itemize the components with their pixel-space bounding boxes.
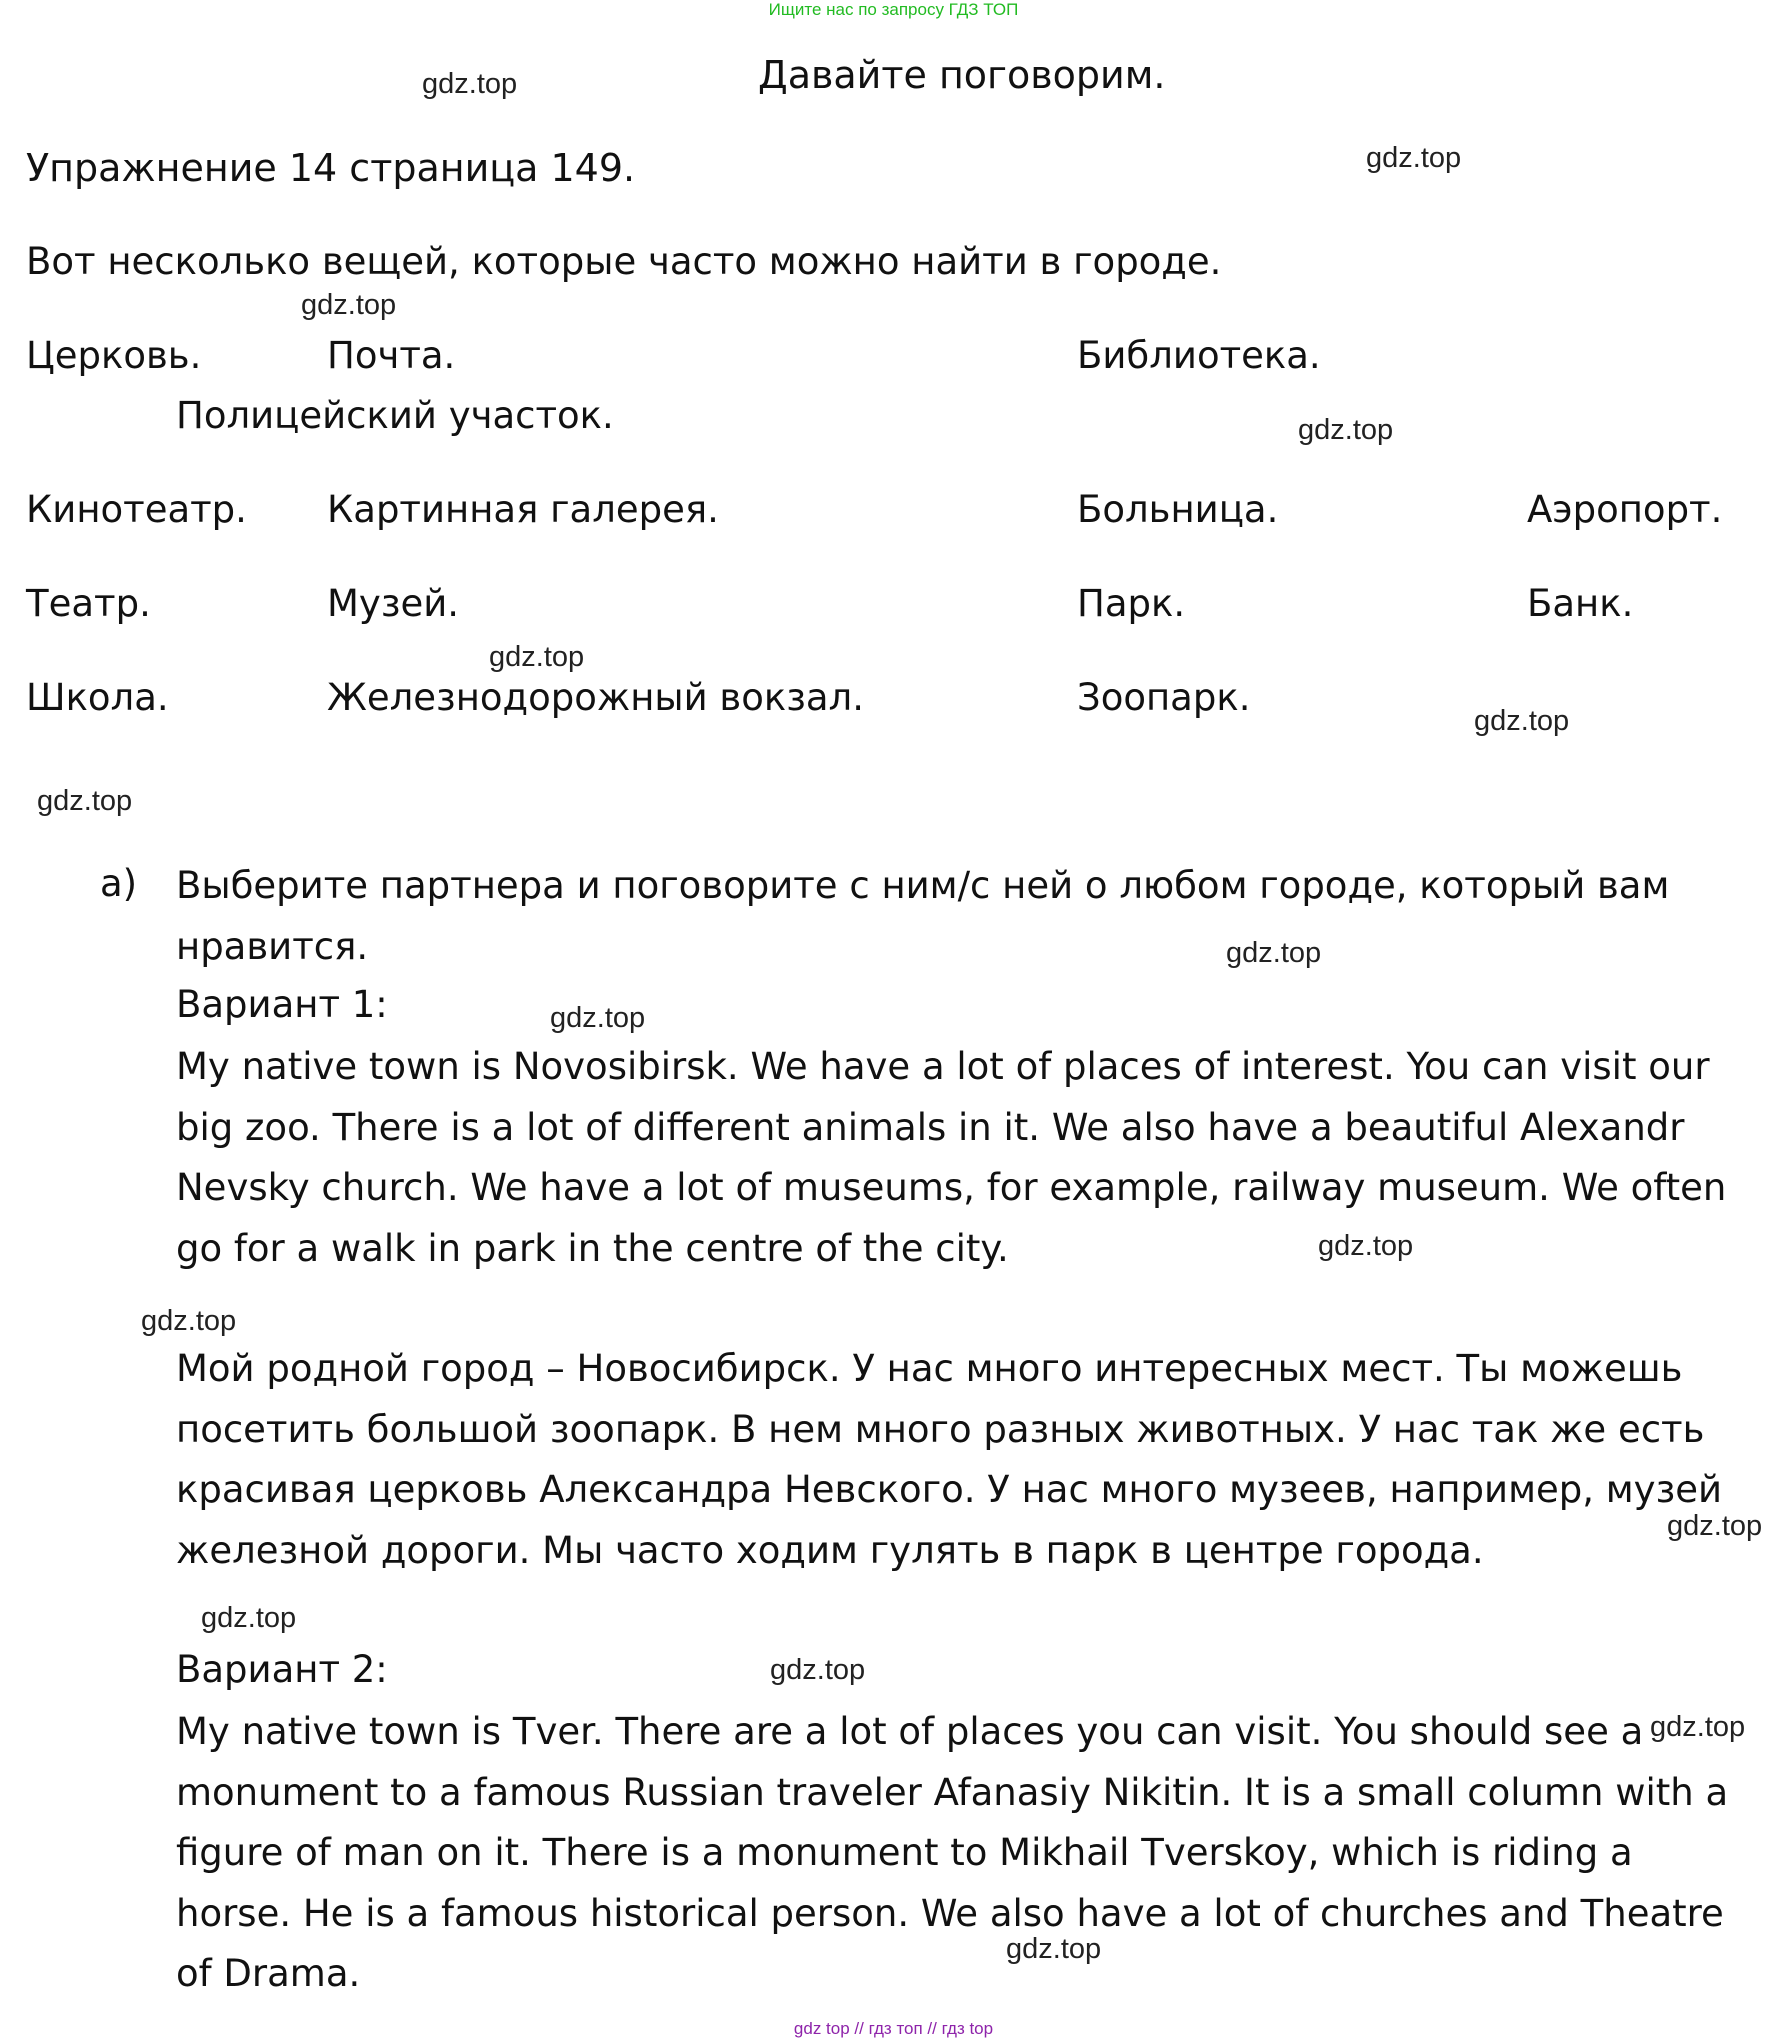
watermark: gdz.top: [770, 1654, 866, 1686]
place-item: Театр.: [26, 582, 151, 625]
watermark: gdz.top: [1650, 1711, 1746, 1743]
watermark: gdz.top: [201, 1602, 297, 1634]
page-title: Давайте поговорим.: [758, 53, 1166, 97]
watermark: gdz.top: [489, 641, 585, 673]
watermark: gdz.top: [37, 785, 133, 817]
watermark: gdz.top: [422, 68, 518, 100]
watermark: gdz.top: [1474, 705, 1570, 737]
place-item: Картинная галерея.: [327, 488, 719, 531]
place-item: Парк.: [1077, 582, 1186, 625]
watermark: gdz.top: [1318, 1230, 1414, 1262]
watermark: gdz.top: [1366, 142, 1462, 174]
place-item: Библиотека.: [1077, 334, 1321, 377]
place-item: Кинотеатр.: [26, 488, 247, 531]
intro-text: Вот несколько вещей, которые часто можно найти в городе.: [26, 240, 1222, 283]
place-item: Больница.: [1077, 488, 1279, 531]
variant2-english: My native town is Tver. There are a lot of places you can visit. You should see a monument to a famous Russian traveler Afanasiy Nikitin. It is a small column with a figure of man on it. There is a monument to Mikhail Tverskoy, which is riding a horse. He is a famous historical person. We also have a lot of churches and Theatre of Drama.: [176, 1710, 1729, 1995]
place-item: Зоопарк.: [1077, 676, 1251, 719]
watermark: gdz.top: [301, 289, 397, 321]
watermark: gdz.top: [1006, 1933, 1102, 1965]
place-item: Банк.: [1527, 582, 1634, 625]
exercise-heading: Упражнение 14 страница 149.: [26, 146, 636, 190]
variant1-english: My native town is Novosibirsk. We have a lot of places of interest. You can visit our big zoo. There is a lot of different animals in it. We also have a beautiful Alexandr Nevsky church. We have a lot of museums, for example, railway museum. We often go for a walk in park in the centre of the city.: [176, 1045, 1727, 1270]
place-item: Полицейский участок.: [176, 394, 614, 437]
watermark: gdz.top: [141, 1305, 237, 1337]
place-item: Музей.: [327, 582, 460, 625]
variant2-label: Вариант 2:: [176, 1648, 388, 1691]
place-item: Школа.: [26, 676, 169, 719]
place-item: Аэропорт.: [1527, 488, 1723, 531]
watermark: gdz.top: [1298, 414, 1394, 446]
place-item: Церковь.: [26, 334, 202, 377]
place-item: Железнодорожный вокзал.: [327, 676, 864, 719]
watermark: gdz.top: [550, 1002, 646, 1034]
footer-links: gdz top // гдз топ // гдз top: [793, 2019, 994, 2038]
task-marker: a): [100, 862, 138, 905]
watermark: gdz.top: [1667, 1510, 1763, 1542]
place-item: Почта.: [327, 334, 456, 377]
variant1-label: Вариант 1:: [176, 983, 388, 1026]
watermark: gdz.top: [1226, 937, 1322, 969]
variant1-russian: Мой родной город – Новосибирск. У нас много интересных мест. Ты можешь посетить большой зоопарк. В нем много разных животных. У нас так же есть красивая церковь Александра Невского. У нас много музеев, например, музей железной дороги. Мы часто ходим гулять в парк в центре города.: [176, 1347, 1723, 1572]
task-text: Выберите партнера и поговорите с ним/с ней о любом городе, который вам нравится.: [176, 864, 1670, 968]
top-banner: Ищите нас по запросу ГДЗ ТОП: [768, 0, 1019, 19]
